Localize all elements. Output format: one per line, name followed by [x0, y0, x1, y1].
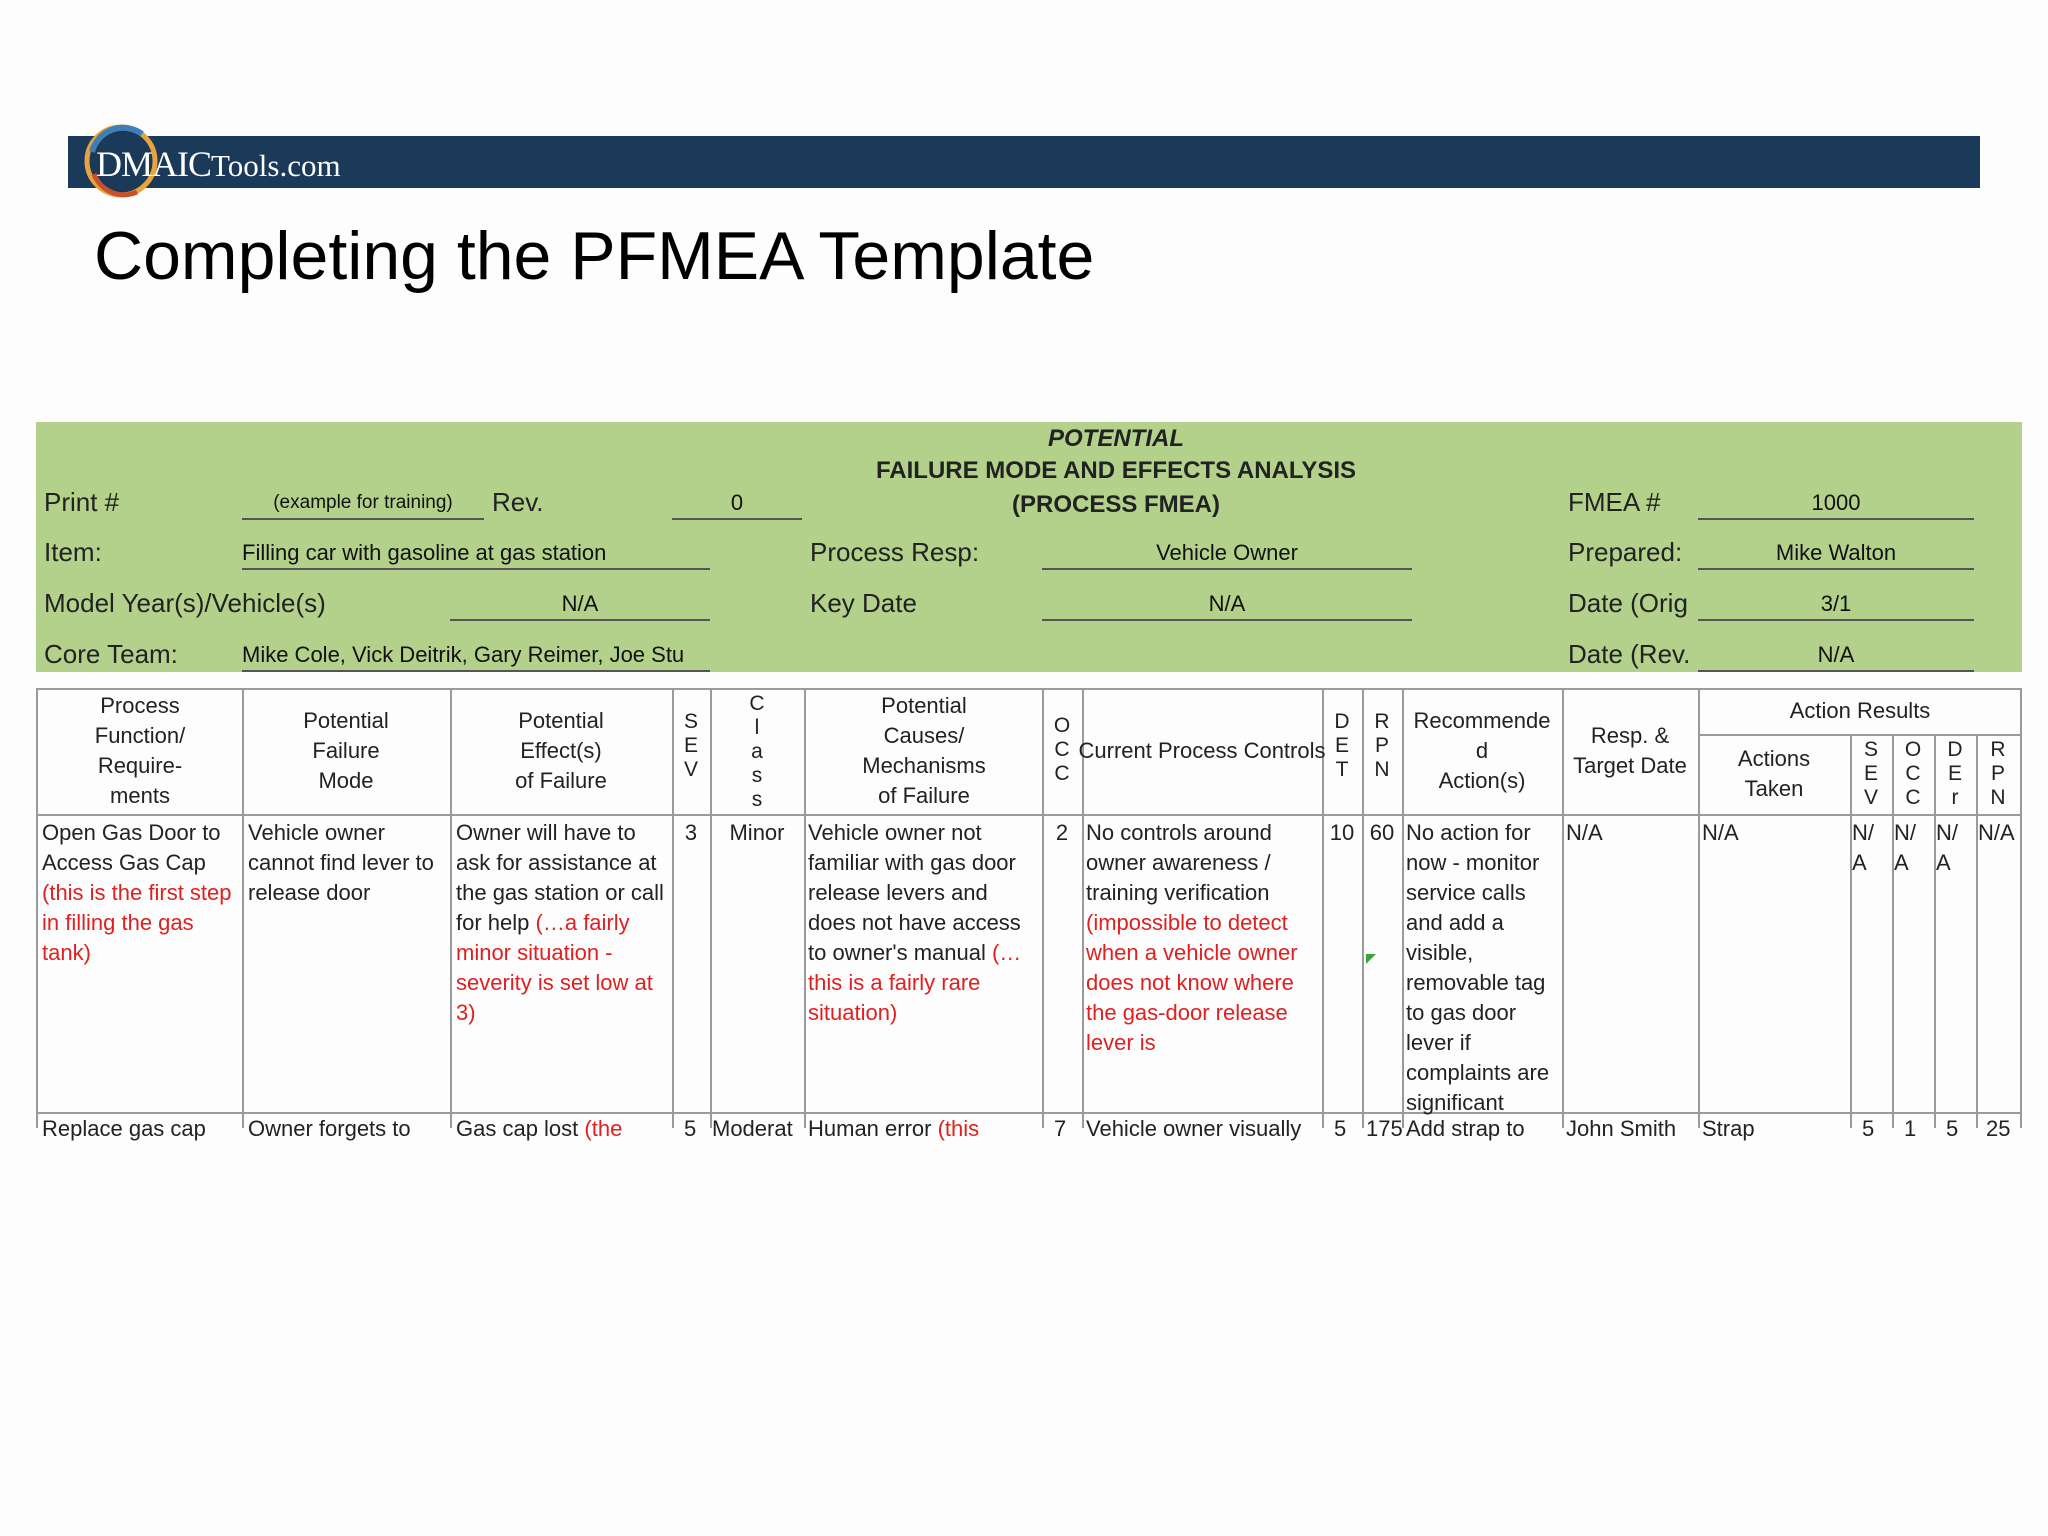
th-class: C l a s s — [749, 692, 765, 811]
th-occ: O C C — [1053, 714, 1071, 785]
r2-controls: Vehicle owner visually — [1086, 1116, 1302, 1141]
form-title-line3: (PROCESS FMEA) — [1011, 491, 1220, 518]
page-title: Completing the PFMEA Template — [94, 218, 1095, 294]
r1-class: Minor — [729, 820, 785, 845]
r2-failure-mode: Owner forgets to — [248, 1116, 411, 1141]
r2-class: Moderat — [712, 1116, 793, 1141]
th-action-results: Action Results — [1789, 698, 1931, 723]
th-ar-sev: S E V — [1863, 738, 1878, 809]
col-border — [36, 688, 38, 1128]
key-date-label: Key Date — [810, 588, 917, 618]
logo-main: DMAIC — [96, 144, 212, 184]
th-ar-det: D E r — [1947, 738, 1963, 809]
item-value: Filling car with gasoline at gas station — [242, 538, 710, 570]
r1-actions-taken: N/A — [1702, 820, 1739, 845]
form-title-line1: POTENTIAL — [1048, 425, 1184, 452]
th-process: Process Function/ Require- ments — [94, 693, 186, 808]
r1-ar-det: N/ A — [1936, 820, 1958, 875]
header-banner — [68, 136, 1980, 188]
th-resp: Resp. & Target Date — [1573, 723, 1687, 778]
r1-causes: Vehicle owner not familiar with gas door release levers and does not have access to owner's manual (…this is a fairly rare situation) — [808, 820, 1022, 1025]
process-resp-value: Vehicle Owner — [1042, 538, 1412, 570]
process-resp-label: Process Resp: — [810, 537, 980, 567]
r1-rpn: 60 — [1369, 820, 1395, 845]
r1-controls: No controls around owner awareness / training verification (impossible to detect when a vehicle owner does not know where the gas-door release lever is — [1086, 820, 1298, 1055]
r2-causes: Human error (this — [808, 1116, 980, 1141]
prepared-label: Prepared: — [1568, 537, 1683, 567]
fmea-label: FMEA # — [1568, 487, 1661, 517]
model-value: N/A — [450, 589, 710, 621]
date-orig-value: 3/1 — [1698, 589, 1974, 621]
r1-sev: 3 — [684, 820, 698, 845]
th-actions-taken: Actions Taken — [1737, 746, 1811, 801]
r1-det: 10 — [1329, 820, 1355, 845]
r2-recommended: Add strap to — [1406, 1116, 1525, 1141]
r2-ar-rpn: 25 — [1986, 1116, 2011, 1141]
print-label: Print # — [44, 487, 120, 517]
r2-occ: 7 — [1054, 1116, 1067, 1141]
pfmea-form — [36, 422, 2022, 1141]
prepared-value: Mike Walton — [1698, 538, 1974, 570]
r2-ar-occ: 1 — [1904, 1116, 1917, 1141]
r2-process: Replace gas cap — [42, 1116, 206, 1141]
date-rev-value: N/A — [1698, 640, 1974, 672]
th-sev: S E V — [683, 710, 698, 781]
logo-small: Tools.com — [211, 148, 341, 183]
th-ar-rpn: R P N — [1990, 738, 2006, 809]
r1-effects: Owner will have to ask for assistance at the gas station or call for help (…a fairly minor situation - severity is set low at 3) — [456, 820, 664, 1025]
form-title-line2: FAILURE MODE AND EFFECTS ANALYSIS — [875, 457, 1357, 484]
r2-rpn: 175 — [1366, 1116, 1403, 1141]
r2-det: 5 — [1334, 1116, 1347, 1141]
r2-ar-det: 5 — [1946, 1116, 1959, 1141]
r2-resp: John Smith — [1566, 1116, 1677, 1141]
core-team-label: Core Team: — [44, 639, 178, 669]
col-border — [450, 688, 452, 1128]
key-date-value: N/A — [1042, 589, 1412, 621]
th-ar-occ: O C C — [1904, 738, 1922, 809]
th-causes: Potential Causes/ Mechanisms of Failure — [862, 693, 986, 808]
date-rev-label: Date (Rev. — [1568, 639, 1691, 669]
th-controls: Current Process Controls — [1078, 738, 1326, 763]
core-team-value: Mike Cole, Vick Deitrik, Gary Reimer, Joe Stu — [242, 640, 710, 672]
r2-actions-taken: Strap — [1702, 1116, 1755, 1141]
r2-sev: 5 — [684, 1116, 697, 1141]
th-effects: Potential Effect(s) of Failure — [515, 708, 607, 793]
form-header — [36, 422, 2022, 672]
th-recommended: Recommende d Action(s) — [1413, 708, 1551, 793]
r2-ar-sev: 5 — [1862, 1116, 1875, 1141]
th-failure-mode: Potential Failure Mode — [303, 708, 389, 793]
r1-ar-rpn: N/A — [1978, 820, 2015, 845]
r1-process: Open Gas Door to Access Gas Cap (this is the first step in filling the gas tank) — [42, 820, 232, 965]
pfmea-table — [36, 688, 2022, 1148]
col-border — [2020, 688, 2022, 1128]
rev-label: Rev. — [492, 487, 544, 517]
model-label: Model Year(s)/Vehicle(s) — [44, 588, 326, 618]
r1-ar-occ: N/ A — [1894, 820, 1916, 875]
logo-text — [96, 140, 341, 190]
col-border — [242, 688, 244, 1128]
fmea-value: 1000 — [1698, 488, 1974, 520]
print-value: (example for training) — [242, 488, 484, 520]
r2-effects: Gas cap lost (the — [456, 1116, 623, 1141]
r1-resp: N/A — [1566, 820, 1603, 845]
r1-recommended: No action for now - monitor service calls and add a visible, removable tag to gas door lever if complaints are significant — [1406, 820, 1550, 1115]
r1-ar-sev: N/ A — [1852, 820, 1874, 875]
col-border — [804, 688, 806, 1128]
r1-failure-mode: Vehicle owner cannot find lever to release door — [248, 820, 434, 905]
item-label: Item: — [44, 537, 102, 567]
th-det: D E T — [1334, 710, 1350, 781]
r1-occ: 2 — [1055, 820, 1069, 845]
date-orig-label: Date (Orig — [1568, 588, 1688, 618]
rev-value: 0 — [672, 488, 802, 520]
th-rpn: R P N — [1374, 710, 1390, 781]
header-bottom-border — [36, 814, 2022, 816]
comment-marker-icon — [1366, 954, 1376, 964]
